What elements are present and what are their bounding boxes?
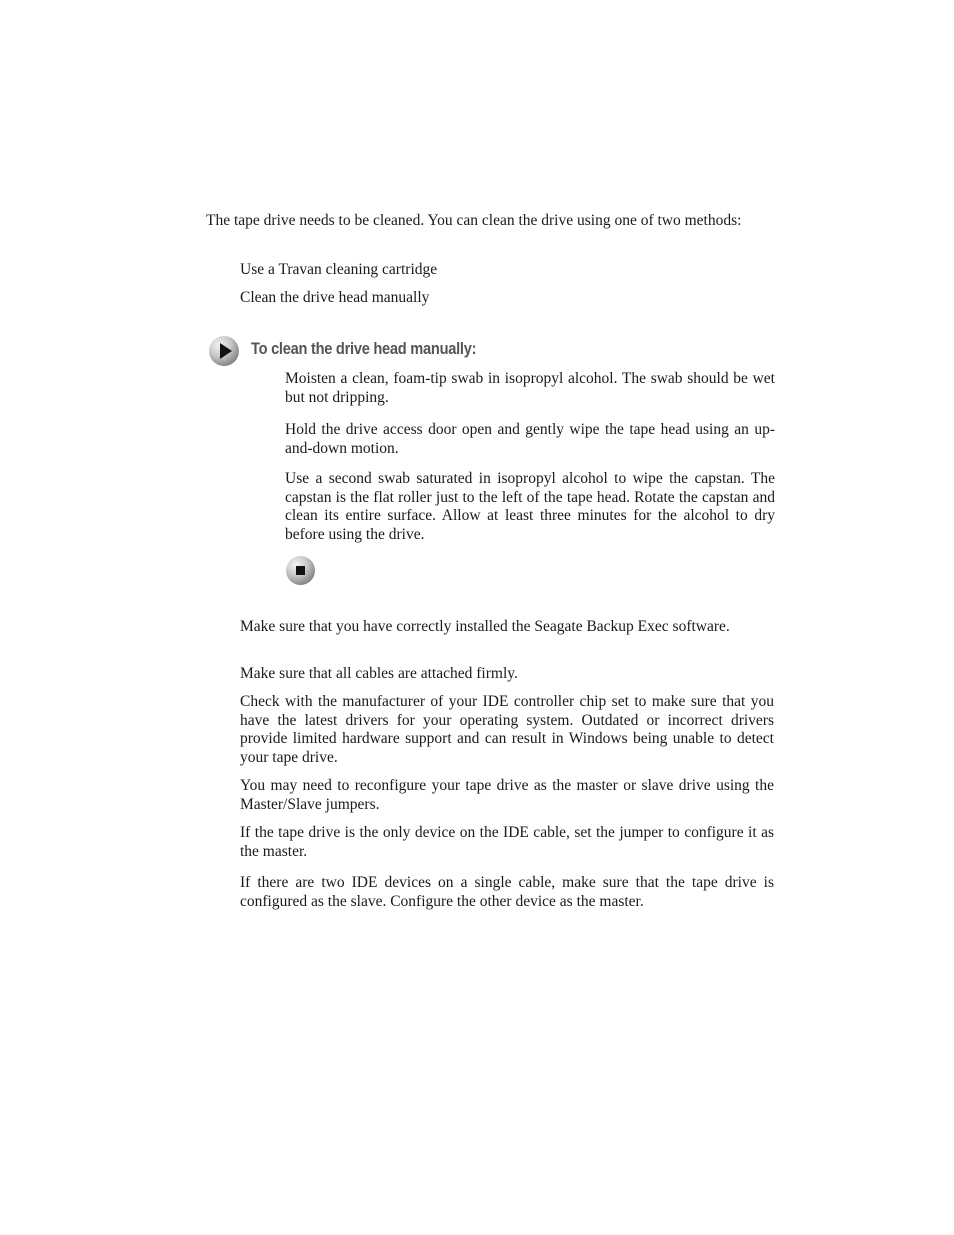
troubleshooting-item: Make sure that you have correctly installed the Seagate Backup Exec software. [240,618,730,635]
intro-paragraph: The tape drive needs to be cleaned. You can clean the drive using one of two methods: [206,212,742,229]
procedure-heading: To clean the drive head manually: [251,339,477,358]
method-item: Use a Travan cleaning cartridge [240,261,438,278]
end-of-procedure-stop-icon [286,556,315,585]
method-item: Clean the drive head manually [240,289,430,306]
troubleshooting-item: Make sure that all cables are attached firmly. [240,665,518,682]
troubleshooting-item: You may need to reconfigure your tape drive as the master or slave drive using the Master/Slave jumpers. [240,777,774,813]
procedure-step: Moisten a clean, foam-tip swab in isopropyl alcohol. The swab should be wet but not dripping. [285,370,775,406]
procedure-step: Hold the drive access door open and gently wipe the tape head using an up-and-down motion. [285,421,775,457]
troubleshooting-item: Check with the manufacturer of your IDE controller chip set to make sure that you have the latest drivers for your operating system. Outdated or incorrect drivers provide limited hardware support and can result in Windows being unable to detect your tape drive. [240,693,774,766]
troubleshooting-item: If there are two IDE devices on a single cable, make sure that the tape drive is configured as the slave. Configure the other device as the master. [240,874,774,910]
procedure-arrow-icon [209,336,239,366]
troubleshooting-item: If the tape drive is the only device on the IDE cable, set the jumper to configure it as the master. [240,824,774,860]
procedure-step: Use a second swab saturated in isopropyl alcohol to wipe the capstan. The capstan is the flat roller just to the left of the tape head. Rotate the capstan and clean its entire surface. Allow at least three minutes for the alcohol to dry before using the drive. [285,470,775,543]
